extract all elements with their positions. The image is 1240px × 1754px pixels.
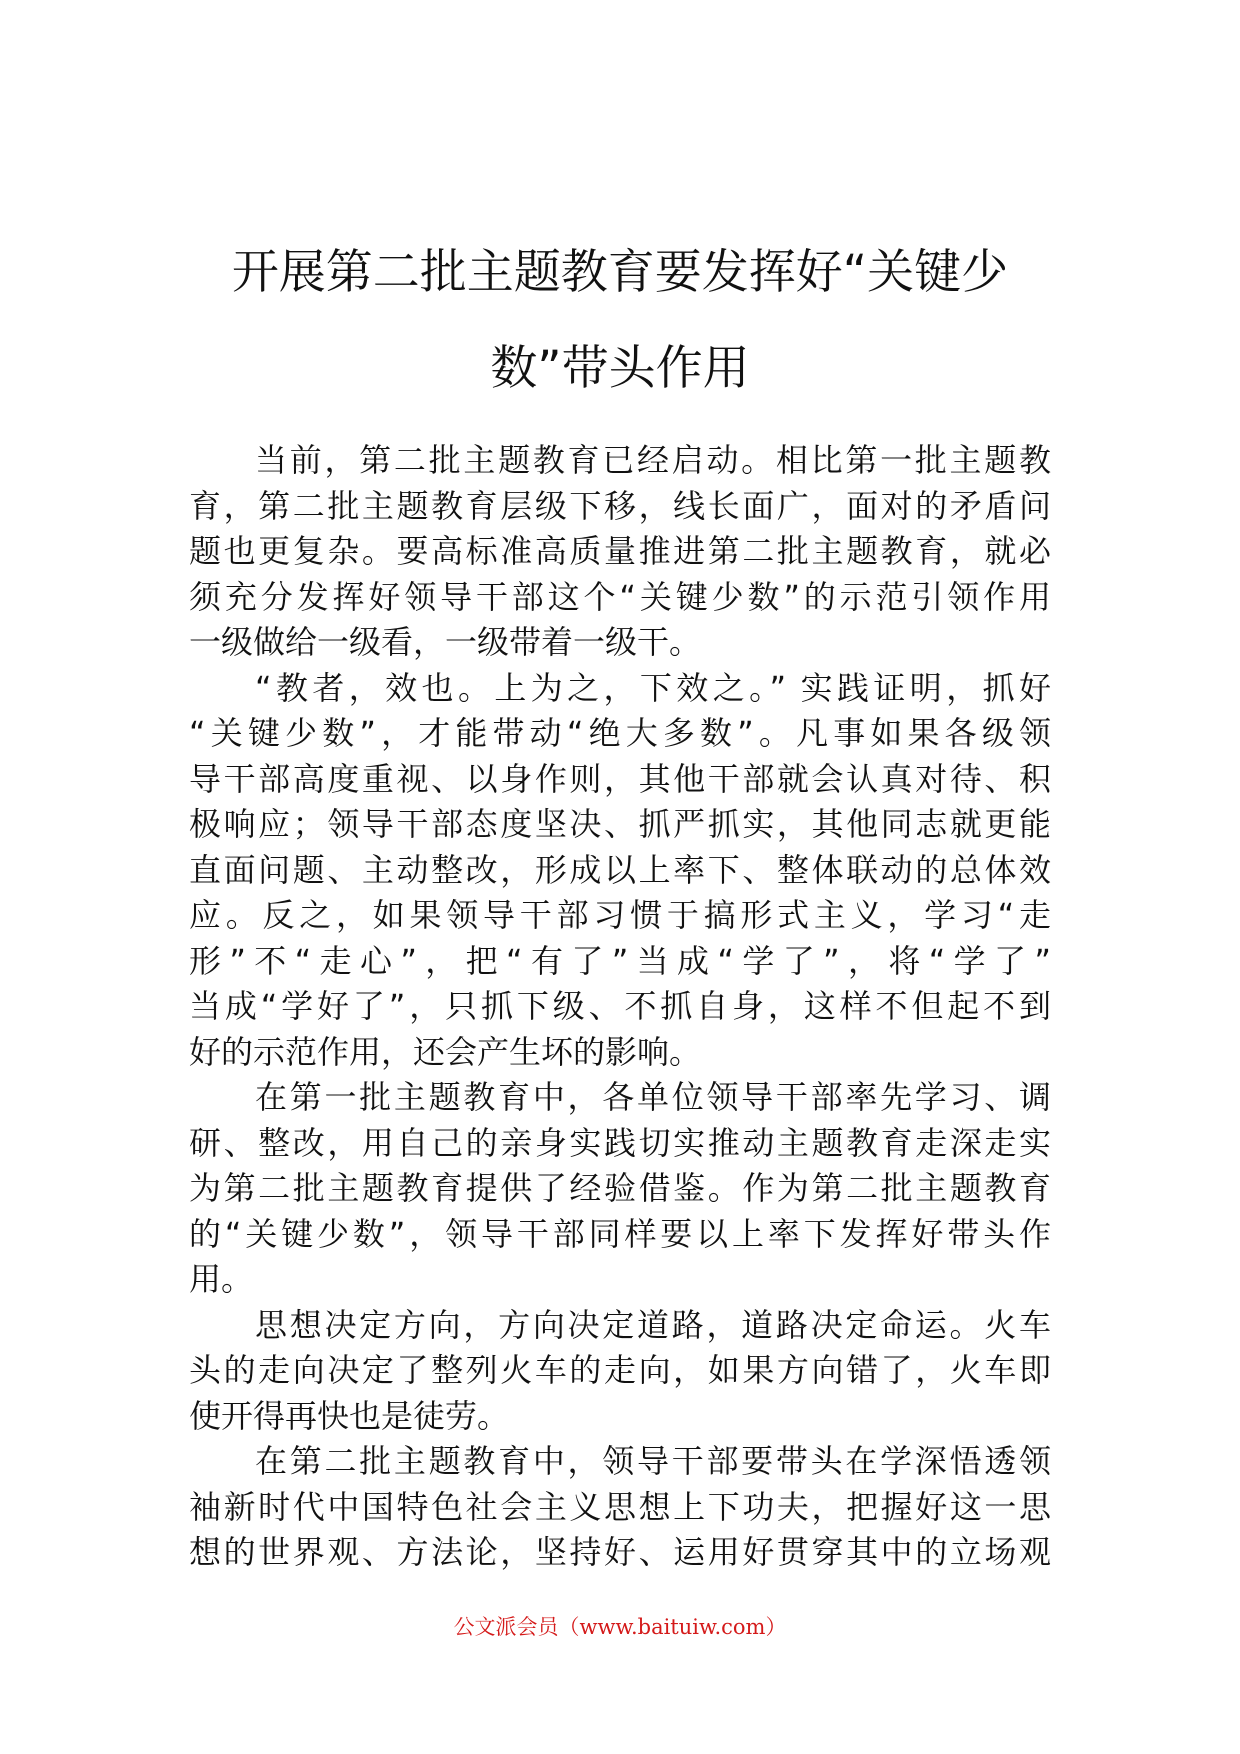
text-line: 研、整改，用自己的亲身实践切实推动主题教育走深走实 (189, 1123, 1051, 1162)
text-line: 为第二批主题教育提供了经验借鉴。作为第二批主题教育 (189, 1169, 1051, 1207)
text-line: 当成“学好了”，只抓下级、不抓自身，这样不但起不到 (189, 987, 1051, 1025)
text-line: 应。反之，如果领导干部习惯于搞形式主义，学习“走 (189, 896, 1051, 934)
text-line: 当前，第二批主题教育已经启动。相比第一批主题教 (255, 441, 1051, 479)
text-line: 题也更复杂。要高标准高质量推进第二批主题教育，就必 (189, 532, 1051, 570)
text-line: 想的世界观、方法论，坚持好、运用好贯穿其中的立场观 (189, 1533, 1051, 1571)
document-title (190, 225, 1050, 417)
footer-watermark: 公文派会员（www.baituiw.com） (453, 1615, 787, 1639)
text-line: 在第二批主题教育中，领导干部要带头在学深悟透领 (255, 1442, 1051, 1480)
text-line: 一级做给一级看，一级带着一级干。 (189, 623, 702, 661)
text-line: 袖新时代中国特色社会主义思想上下功夫，把握好这一思 (189, 1487, 1051, 1526)
text-line: 导干部高度重视、以身作则，其他干部就会认真对待、积 (189, 759, 1051, 798)
text-line: 形”不“走心”，把“有了”当成“学了”，将“学了” (189, 941, 1051, 980)
text-line: 使开得再快也是徒劳。 (189, 1396, 510, 1435)
text-line: 的“关键少数”，领导干部同样要以上率下发挥好带头作 (189, 1214, 1051, 1253)
text-line: 直面问题、主动整改，形成以上率下、整体联动的总体效 (189, 850, 1051, 889)
text-line: 极响应；领导干部态度坚决、抓严抓实，其他同志就更能 (189, 805, 1051, 843)
text-line: “教者，效也。上为之，下效之。” 实践证明，抓好 (255, 668, 1051, 707)
text-line: 育，第二批主题教育层级下移，线长面广，面对的矛盾问 (189, 486, 1051, 525)
text-line: 思想决定方向，方向决定道路，道路决定命运。火车 (255, 1305, 1051, 1344)
title-line-1: 开展第二批主题教育要发挥好“关键少 (231, 245, 1009, 300)
title-line-2: 数”带头作用 (490, 341, 750, 396)
text-line: 在第一批主题教育中，各单位领导干部率先学习、调 (255, 1078, 1051, 1116)
document-body (189, 438, 1051, 1576)
text-line: 用。 (189, 1260, 254, 1298)
text-line: 须充分发挥好领导干部这个“关键少数”的示范引领作用 (189, 577, 1051, 616)
text-line: “关键少数”，才能带动“绝大多数”。凡事如果各级领 (189, 714, 1051, 752)
text-line: 头的走向决定了整列火车的走向，如果方向错了，火车即 (189, 1351, 1051, 1389)
text-line: 好的示范作用，还会产生坏的影响。 (189, 1032, 702, 1071)
